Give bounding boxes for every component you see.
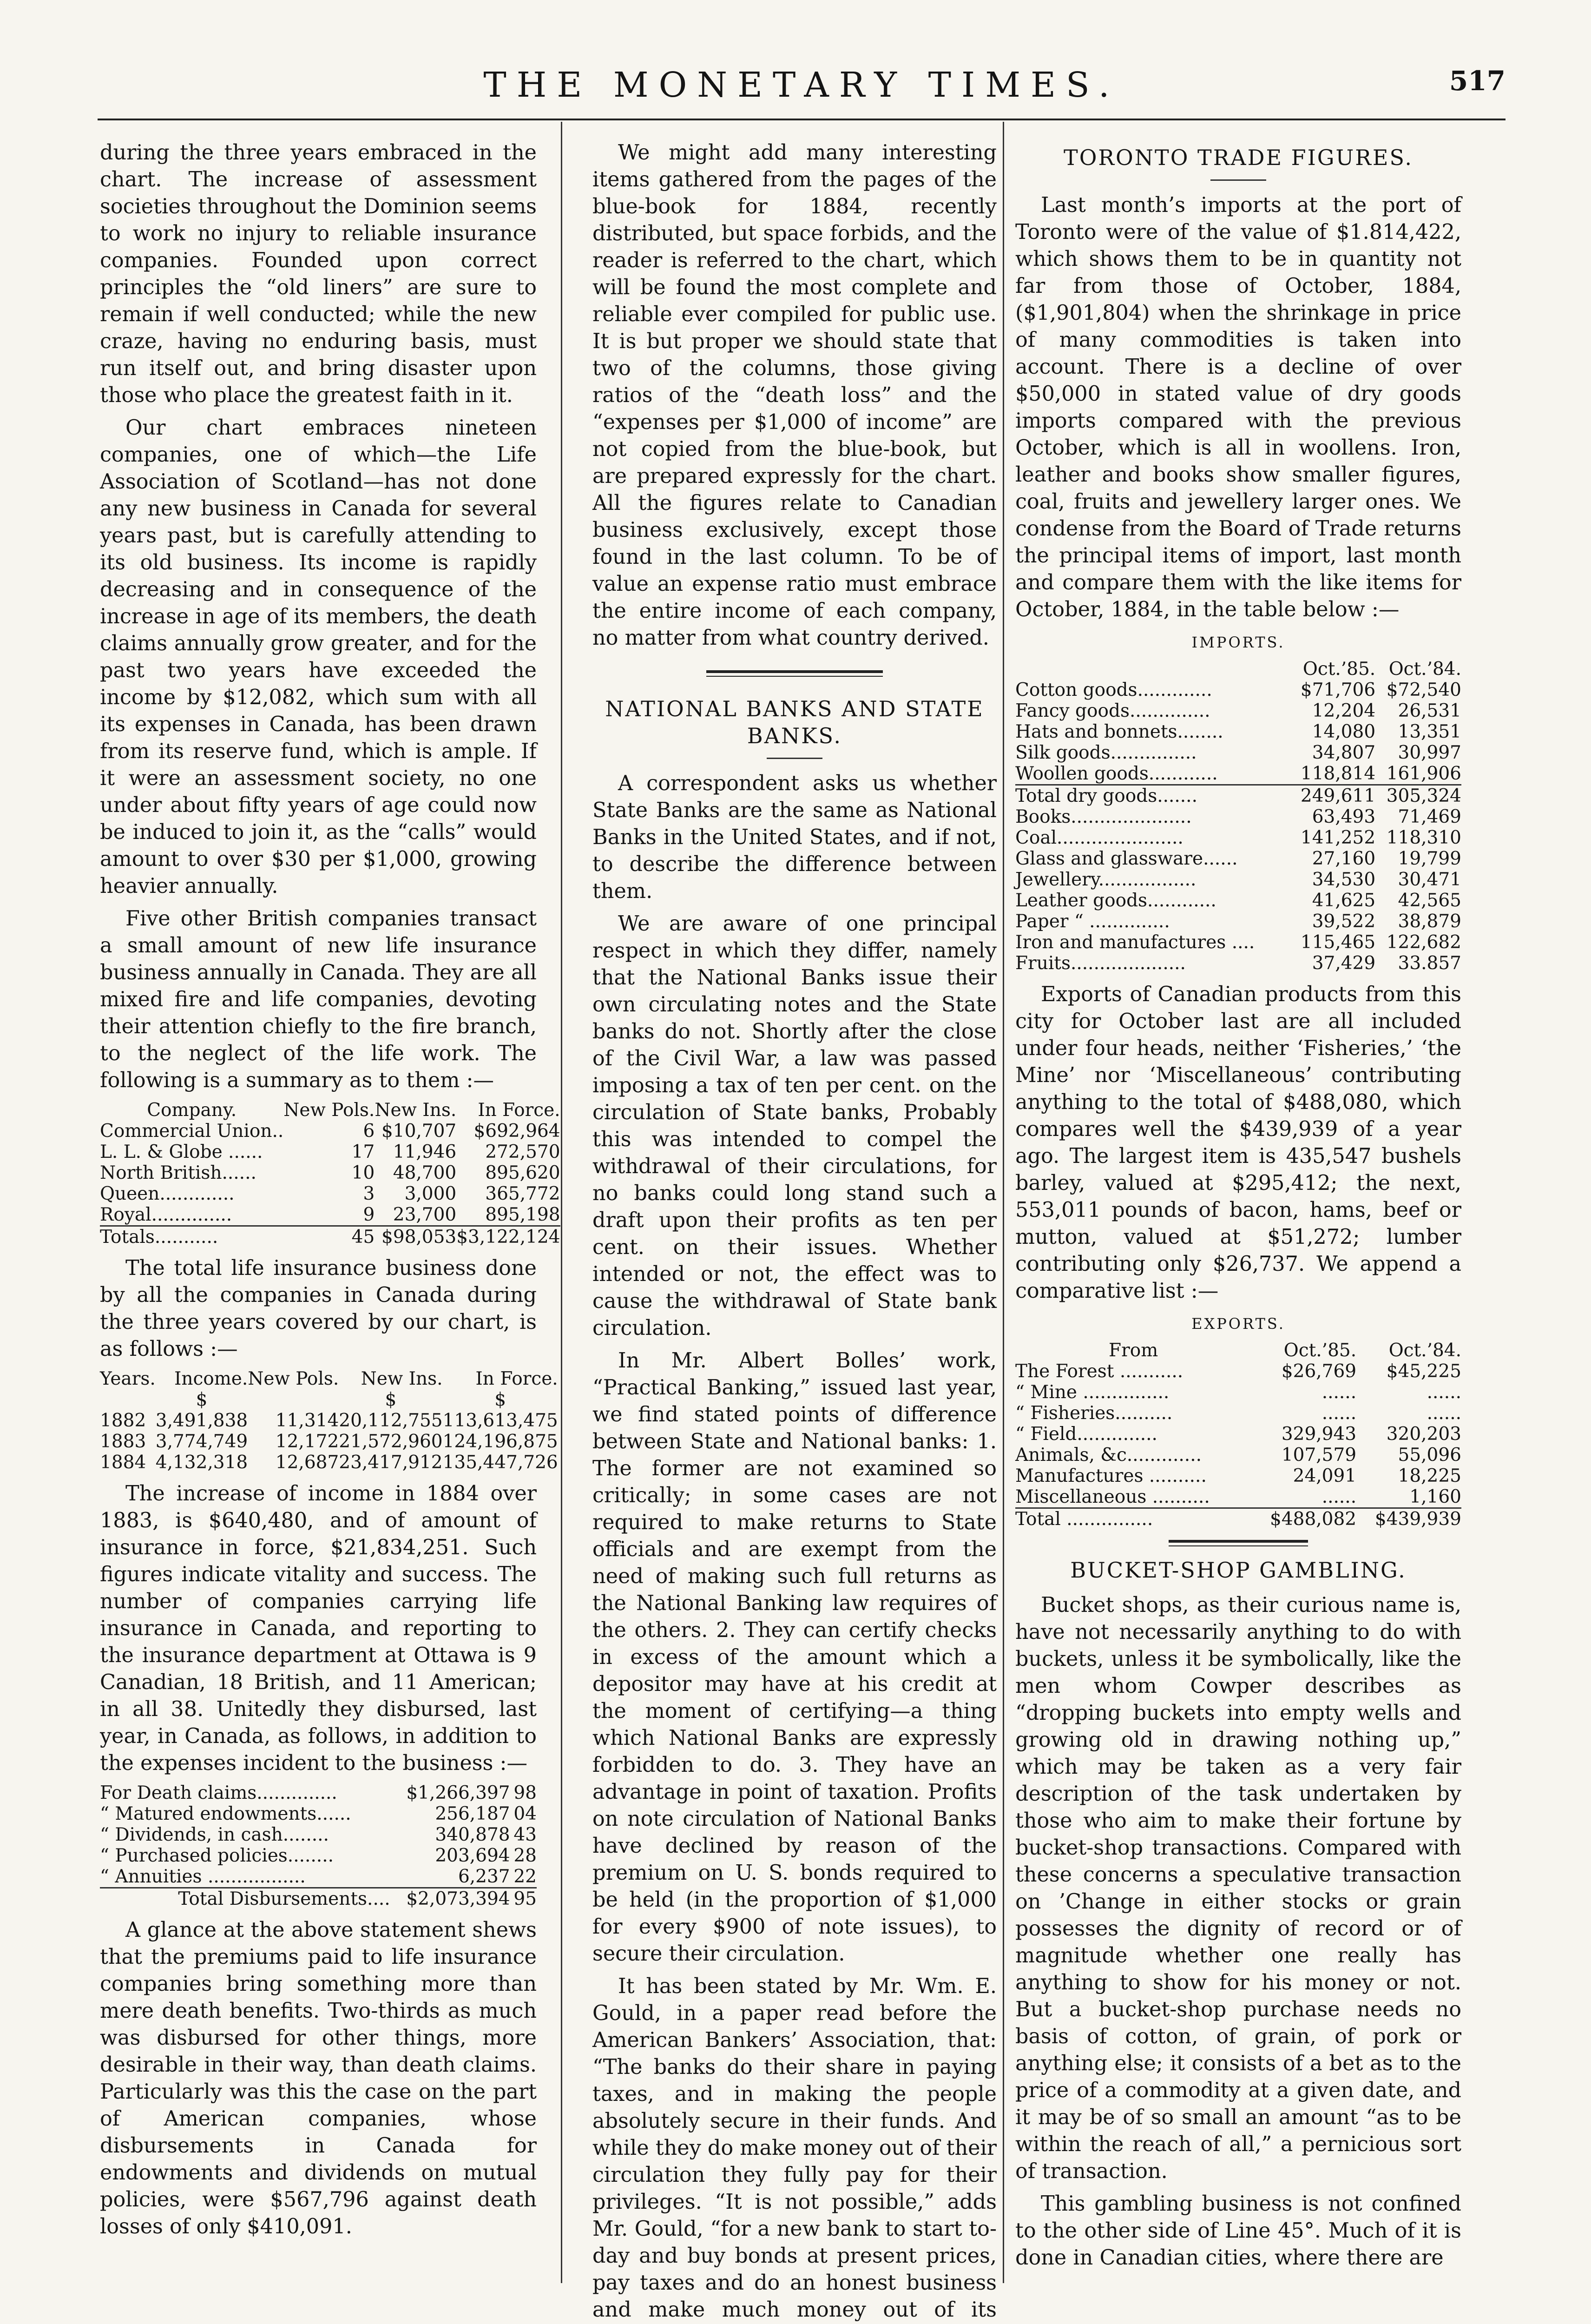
paragraph: Our chart embraces nineteen companies, one of which—the Life Association of Scotland—has not done any new business in Canada for several years past, but is carefully attending to its old business. Its income is rapidly decreasing and in consequence of the increase in age of its members, the death claims annually grow greater, and for the past two years have exceeded the income by $12,082, which sum with all its expenses in Canada, has been drawn from its reserve fund, which is ample. If it were an assessment society, no one under about fifty years of age could now be induced to join it, as the “calls” would amount to over $30 per $1,000, growing heavier annually.: [100, 416, 537, 898]
table-cell: Total dry goods.......: [1015, 785, 1289, 807]
table-cell: 107,579: [1281, 1445, 1357, 1466]
table-cell: Royal..............: [100, 1204, 232, 1225]
table-cell: $72,540: [1386, 680, 1461, 700]
table-cell: 23,417,912: [339, 1452, 443, 1473]
column-divider-2: [1003, 122, 1004, 2283]
table-row: [1015, 1466, 1461, 1486]
table-cell: ......: [1321, 1486, 1357, 1507]
table-cell: 115,465: [1300, 932, 1376, 953]
table-cell: $692,964: [473, 1121, 560, 1142]
table-cell: 13,351: [1398, 721, 1461, 742]
table-cell: 305,324: [1375, 785, 1461, 807]
table-row: [100, 1183, 560, 1204]
table-cell: Coal......................: [1015, 827, 1183, 848]
paragraph: We are aware of one principal respect in which they differ, namely that the National Banks issue their own circulating notes and the State banks do not. Shortly after the close of the Civil War, a law was passed imposing a tax of ten per cent. on the circulation of State banks, Probably this was intended to compel the withdrawal of their circulations, for no banks could long stand such a draft upon their profits as ten per cent. on their issues. Whether intended or not, the effect was to cause the withdrawal of State bank circulation.: [592, 912, 997, 1340]
table-cell: North British......: [100, 1162, 256, 1183]
table-row: [1015, 742, 1461, 763]
table-row: [1015, 1403, 1461, 1424]
table-cell: $45,225: [1386, 1361, 1461, 1382]
table-cell: Fruits....................: [1015, 953, 1186, 974]
table-cell: 34,530: [1312, 869, 1376, 890]
table-cell: 12,204: [1312, 700, 1376, 721]
table-cell: 1884: [100, 1452, 146, 1473]
paragraph: Five other British companies transact a small amount of new life insurance business annually in Canada. They are all mixed fire and life companies, devoting their attention chiefly to the fire branch, to the neglect of the life work. The following is a summary as to them :—: [100, 907, 537, 1092]
table-cell: Iron and manufactures ....: [1015, 932, 1255, 953]
yearly-totals-table: [100, 1368, 558, 1473]
table-cell: “ Matured endowments......: [100, 1803, 351, 1824]
paragraph: A correspondent asks us whether State Banks are the same as National Banks in the United States, and if not, to describe the difference between them.: [592, 772, 997, 903]
table-cell: 11,946: [393, 1142, 457, 1162]
table-cell: $439,939: [1356, 1508, 1461, 1530]
table-row: [1015, 763, 1461, 785]
table-header: New Ins.: [375, 1100, 457, 1121]
table-cell: 48,700: [393, 1162, 457, 1183]
table-cell: 249,611: [1289, 785, 1375, 807]
table-cell: 20,112,755: [339, 1410, 443, 1431]
paragraph: This gambling business is not confined to the other side of Line 45°. Much of it is done in Canadian cities, where there are: [1015, 2192, 1461, 2270]
table-total-row: [1015, 785, 1461, 807]
table-row: [100, 1824, 537, 1845]
column-divider-1: [561, 122, 562, 2283]
table-cell: Books.....................: [1015, 806, 1192, 827]
table-row: [1015, 680, 1461, 700]
section-divider: [1169, 1540, 1308, 1546]
table-cell: 113,613,475: [442, 1410, 558, 1431]
table-row: [1015, 890, 1461, 911]
table-cell: 3: [363, 1183, 375, 1204]
table-row: [100, 1204, 560, 1226]
paragraph: We might add many interesting items gathered from the pages of the blue-book for 1884, recently distributed, but space forbids, and the reader is referred to the chart, which will be found the most complete and reliable ever compiled for public use. It is but proper we should state that two of the columns, those giving ratios of the “death loss” and the “expenses per $1,000 of income” are not copied from the blue-book, but are prepared expressly for the chart. All the figures relate to Canadian business exclusively, except those found in the last column. To be of value an expense ratio must embrace the entire income of each company, no matter from what country derived.: [592, 141, 997, 650]
table-cell: Hats and bonnets........: [1015, 721, 1223, 742]
table-cell: 11,314: [275, 1410, 339, 1431]
unit-label: [248, 1389, 339, 1410]
table-cell: $98,053: [375, 1226, 456, 1248]
table-total-row: [100, 1226, 560, 1248]
unit-label: [100, 1389, 156, 1410]
table-cell: Queen.............: [100, 1183, 235, 1204]
table-cell: L. L. & Globe ......: [100, 1142, 263, 1162]
table-cell: 98: [513, 1783, 537, 1803]
table-cell: 26,531: [1398, 700, 1461, 721]
table-cell: Total ...............: [1015, 1508, 1251, 1530]
table-cell: Manufactures ..........: [1015, 1466, 1207, 1486]
table-cell: 30,471: [1398, 869, 1461, 890]
table-total-row: [1015, 1508, 1461, 1530]
article-heading: TORONTO TRADE FIGURES.: [1064, 145, 1413, 170]
paragraph: The total life insurance business done by all the companies in Canada during the three years covered by our chart, is as follows :—: [100, 1256, 537, 1361]
table-row: [1015, 869, 1461, 890]
table-row: [1015, 932, 1461, 953]
table-row: [100, 1803, 537, 1824]
table-cell: “ Mine ...............: [1015, 1382, 1170, 1403]
table-row: [1015, 1424, 1461, 1445]
table-row: [1015, 911, 1461, 932]
table-row: [100, 1410, 558, 1431]
table-cell: 4,132,318: [155, 1452, 248, 1473]
table-cell: Paper “ ..............: [1015, 911, 1170, 932]
publication-title: THE MONETARY TIMES.: [483, 65, 1120, 105]
table-cell: 161,906: [1386, 763, 1461, 784]
unit-label: $: [385, 1389, 397, 1410]
table-cell: 9: [363, 1204, 375, 1225]
table-cell: 24,091: [1293, 1466, 1357, 1486]
paragraph: Bucket shops, as their curious name is, have not necessarily anything to do with buckets, unless it be symbolically, like the men whom Cowper describes as “dropping buckets into empty wells and growing old in drawing nothing up,” which may be taken as a very fair description of the task undertaken by those who aim to make their fortune by bucket-shop transactions. Compared with these concerns a speculative transaction on ’Change in either stocks or grain possesses the dignity of record or of magnitude whether one really has anything to show for his money or not. But a bucket-shop purchase needs no basis of cotton, of grain, of pork or anything else; it consists of a bet as to the price of a commodity at a given date, and it may be of so small an amount “as to be within the reach of all,” a pernicious sort of transaction.: [1015, 1593, 1461, 2183]
table-cell: “ Fisheries..........: [1015, 1403, 1173, 1424]
table-cell: Totals...........: [100, 1226, 283, 1248]
table-cell: $2,073,394: [390, 1888, 510, 1910]
table-cell: 10: [351, 1162, 375, 1183]
table-cell: “ Annuities .................: [100, 1866, 306, 1887]
column-2: [592, 139, 997, 2324]
table-caption: IMPORTS.: [1191, 634, 1285, 651]
table-cell: ......: [1427, 1403, 1461, 1424]
table-cell: 12,172: [275, 1431, 339, 1452]
table-row: [100, 1866, 537, 1888]
table-cell: 21,572,960: [339, 1431, 443, 1452]
table-row: [100, 1121, 560, 1142]
exports-table: [1015, 1310, 1461, 1530]
table-cell: For Death claims..............: [100, 1783, 337, 1803]
masthead: [98, 65, 1506, 107]
table-cell: “ Dividends, in cash........: [100, 1824, 329, 1845]
table-cell: 895,198: [485, 1204, 560, 1225]
table-cell: 256,187: [435, 1803, 510, 1824]
table-cell: 23,700: [393, 1204, 457, 1225]
table-cell: 118,814: [1300, 763, 1376, 784]
table-cell: Animals, &c.............: [1015, 1445, 1202, 1466]
table-cell: Total Disbursements....: [100, 1888, 390, 1910]
table-cell: 04: [513, 1803, 537, 1824]
table-cell: 95: [510, 1888, 537, 1910]
table-row: [1015, 1486, 1461, 1508]
table-cell: ......: [1321, 1403, 1357, 1424]
table-header: Oct.’85.: [1283, 1340, 1357, 1361]
table-cell: Leather goods............: [1015, 890, 1216, 911]
table-header: Oct.’85.: [1302, 659, 1376, 680]
table-header: New Pols.: [283, 1100, 375, 1121]
table-cell: $10,707: [381, 1121, 457, 1142]
paragraph: It has been stated by Mr. Wm. E. Gould, in a paper read before the American Bankers’ Association, that: “The banks do their share in paying taxes, and in making the people absolutely secure in their funds. And while they do make money out of their circulation they fully pay for their privileges. “It is not possible,” adds Mr. Gould, “for a new bank to start to-day and buy bonds at present prices, pay taxes and do an honest business and make much money out of its: [592, 1974, 997, 2322]
table-header: New Pols.: [248, 1368, 339, 1389]
table-cell: $1,266,397: [406, 1783, 510, 1803]
table-cell: Silk goods...............: [1015, 742, 1197, 763]
paragraph: Last month’s imports at the port of Toronto were of the value of $1.814,422, which shows them to be in quantity not far from those of October, 1884, ($1,901,804) when the shrinkage in price of many commodities is taken into account. There is a decline of over $50,000 in stated value of dry goods imports compared with the previous October, which is all in woollens. Iron, leather and books show smaller figures, coal, fruits and jewellery larger ones. We condense from the Board of Trade returns the principal items of import, last month and compare them with the like items for October, 1884, in the table below :—: [1015, 193, 1461, 621]
table-cell: 18,225: [1398, 1466, 1461, 1486]
table-cell: 135,447,726: [442, 1452, 558, 1473]
table-row: [100, 1431, 558, 1452]
table-row: [100, 1142, 560, 1162]
table-cell: 41,625: [1312, 890, 1376, 911]
page-number: 517: [1449, 65, 1506, 97]
section-divider: [706, 670, 883, 677]
table-cell: 1883: [100, 1431, 146, 1452]
article-heading: BUCKET-SHOP GAMBLING.: [1070, 1558, 1407, 1583]
table-cell: 320,203: [1386, 1424, 1461, 1445]
table-total-row: [100, 1888, 537, 1910]
table-cell: 14,080: [1312, 721, 1376, 742]
table-row: [1015, 806, 1461, 827]
table-cell: 141,252: [1300, 827, 1376, 848]
table-cell: Fancy goods..............: [1015, 700, 1210, 721]
table-cell: Woollen goods............: [1015, 763, 1218, 784]
table-cell: 3,491,838: [155, 1410, 248, 1431]
heading-rule: [1210, 179, 1266, 181]
article-heading: NATIONAL BANKS AND STATE BANKS.: [605, 696, 984, 748]
table-cell: 340,878: [435, 1824, 510, 1845]
table-row: [1015, 953, 1461, 974]
column-1: [100, 139, 560, 2246]
table-header: [1015, 659, 1289, 680]
table-cell: 118,310: [1386, 827, 1461, 848]
table-header: In Force.: [478, 1100, 560, 1121]
table-caption: EXPORTS.: [1191, 1315, 1285, 1333]
table-cell: Cotton goods.............: [1015, 680, 1212, 700]
heading-rule: [767, 758, 822, 759]
table-cell: 27,160: [1312, 848, 1376, 869]
unit-label: $: [196, 1389, 208, 1410]
table-cell: 37,429: [1312, 953, 1376, 974]
table-cell: 12,687: [275, 1452, 339, 1473]
table-header: In Force.: [475, 1368, 558, 1389]
table-row: [100, 1162, 560, 1183]
table-cell: Miscellaneous ..........: [1015, 1486, 1210, 1507]
table-cell: 329,943: [1281, 1424, 1357, 1445]
table-cell: $3,122,124: [456, 1227, 560, 1248]
table-header: Years.: [100, 1368, 156, 1389]
table-cell: 1,160: [1409, 1486, 1461, 1507]
table-cell: ......: [1321, 1382, 1357, 1403]
table-cell: Jewellery.................: [1015, 869, 1197, 890]
table-cell: 365,772: [485, 1183, 560, 1204]
table-cell: 28: [513, 1845, 537, 1866]
table-cell: $71,706: [1300, 680, 1376, 700]
table-cell: The Forest ...........: [1015, 1361, 1183, 1382]
table-cell: 1882: [100, 1410, 146, 1431]
paragraph: The increase of income in 1884 over 1883, is $640,480, and of amount of insurance in force, $21,834,251. Such figures indicate vitality and success. The number of companies carrying life insurance in Canada, and reporting to the insurance department at Ottawa is 9 Canadian, 18 British, and 11 American; in all 38. Unitedly they disbursed, last year, in Canada, as follows, in addition to the expenses incident to the business :—: [100, 1482, 537, 1775]
table-row: [1015, 721, 1461, 742]
table-cell: 45: [283, 1226, 375, 1248]
table-cell: 43: [513, 1824, 537, 1845]
table-cell: 272,570: [485, 1142, 560, 1162]
header-rule: [98, 119, 1506, 120]
table-cell: “ Purchased policies........: [100, 1845, 334, 1866]
table-cell: 6: [363, 1121, 375, 1142]
table-row: [1015, 827, 1461, 848]
table-cell: 203,694: [435, 1845, 510, 1866]
table-cell: $26,769: [1281, 1361, 1357, 1382]
table-cell: 124,196,875: [442, 1431, 558, 1452]
table-cell: 17: [351, 1142, 375, 1162]
table-row: [1015, 1382, 1461, 1403]
table-cell: 6,237: [458, 1866, 510, 1887]
paragraph: Exports of Canadian products from this city for October last are all included under four heads, neither ‘Fisheries,’ ‘the Mine’ nor ‘Miscellaneous’ contributing anything to the total of $488,080, which compares well the $439,939 of a year ago. The largest item is 435,547 bushels barley, valued at $295,412; the next, 553,011 pounds of bacon, hams, beef or mutton, valued at $51,272; lumber contributing only $26,737. We append a comparative list :—: [1015, 983, 1461, 1303]
table-cell: 19,799: [1398, 848, 1461, 869]
table-row: [100, 1845, 537, 1866]
unit-label: $: [494, 1389, 506, 1410]
table-header: New Ins.: [361, 1368, 443, 1389]
table-row: [100, 1452, 558, 1473]
table-cell: 3,774,749: [155, 1431, 248, 1452]
table-header: From: [1109, 1340, 1158, 1361]
table-row: [100, 1783, 537, 1803]
table-cell: 3,000: [404, 1183, 457, 1204]
table-cell: $488,082: [1251, 1508, 1356, 1530]
paragraph: A glance at the above statement shews that the premiums paid to life insurance companies bring something more than mere death benefits. Two-thirds as much was disbursed for other things, more desirable in their way, than death claims. Particularly was this the case on the part of American companies, whose disbursements in Canada for endowments and dividends on mutual policies, were $567,796 against death losses of only $410,091.: [100, 1918, 537, 2238]
imports-table: [1015, 629, 1461, 974]
table-cell: 34,807: [1312, 742, 1376, 763]
table-cell: “ Field..............: [1015, 1424, 1157, 1445]
table-row: [1015, 848, 1461, 869]
column-3: [1015, 139, 1461, 2277]
table-header: Oct.’84.: [1388, 1340, 1461, 1361]
paragraph: during the three years embraced in the chart. The increase of assessment societies throughout the Dominion seems to work no injury to reliable insurance companies. Founded upon correct principles the “old liners” are sure to remain if well conducted; while the new craze, having no enduring basis, must run itself out, and bring disaster upon those who place the greatest faith in it.: [100, 141, 537, 407]
table-cell: ......: [1427, 1382, 1461, 1403]
paragraph: In Mr. Albert Bolles’ work, “Practical Banking,” issued last year, we find stated points of difference between State and National banks: 1. The former are not examined so critically; in some cases are not required to make returns to State officials and are exempt from the need of making such full returns as the National Banking law requires of the others. 2. They can certify checks in excess of the amount which a depositor may have at his credit at the moment of certifying—a thing which National Banks are expressly forbidden to do. 3. They have an advantage in point of taxation. Profits on note circulation of National Banks have declined by reason of the premium on U. S. bonds required to be held (in the proportion of $1,000 for every $900 of note issues), to secure their circulation.: [592, 1349, 997, 1966]
table-header: Income.: [174, 1368, 248, 1389]
table-cell: 38,879: [1398, 911, 1461, 932]
table-row: [1015, 1445, 1461, 1466]
table-cell: 33.857: [1398, 953, 1461, 974]
table-cell: 39,522: [1312, 911, 1376, 932]
table-cell: 122,682: [1386, 932, 1461, 953]
table-cell: Glass and glassware......: [1015, 848, 1238, 869]
table-row: [1015, 1361, 1461, 1382]
table-cell: 895,620: [485, 1162, 560, 1183]
table-header: Oct.’84.: [1388, 659, 1461, 680]
british-companies-table: [100, 1100, 560, 1248]
table-cell: 63,493: [1312, 806, 1376, 827]
table-cell: 30,997: [1398, 742, 1461, 763]
table-cell: Commercial Union..: [100, 1121, 284, 1142]
table-cell: 71,469: [1398, 806, 1461, 827]
disbursements-table: [100, 1783, 537, 1909]
table-header: Company.: [147, 1100, 237, 1121]
table-cell: 42,565: [1398, 890, 1461, 911]
table-cell: 22: [513, 1866, 537, 1887]
table-cell: 55,096: [1398, 1445, 1461, 1466]
table-row: [1015, 700, 1461, 721]
